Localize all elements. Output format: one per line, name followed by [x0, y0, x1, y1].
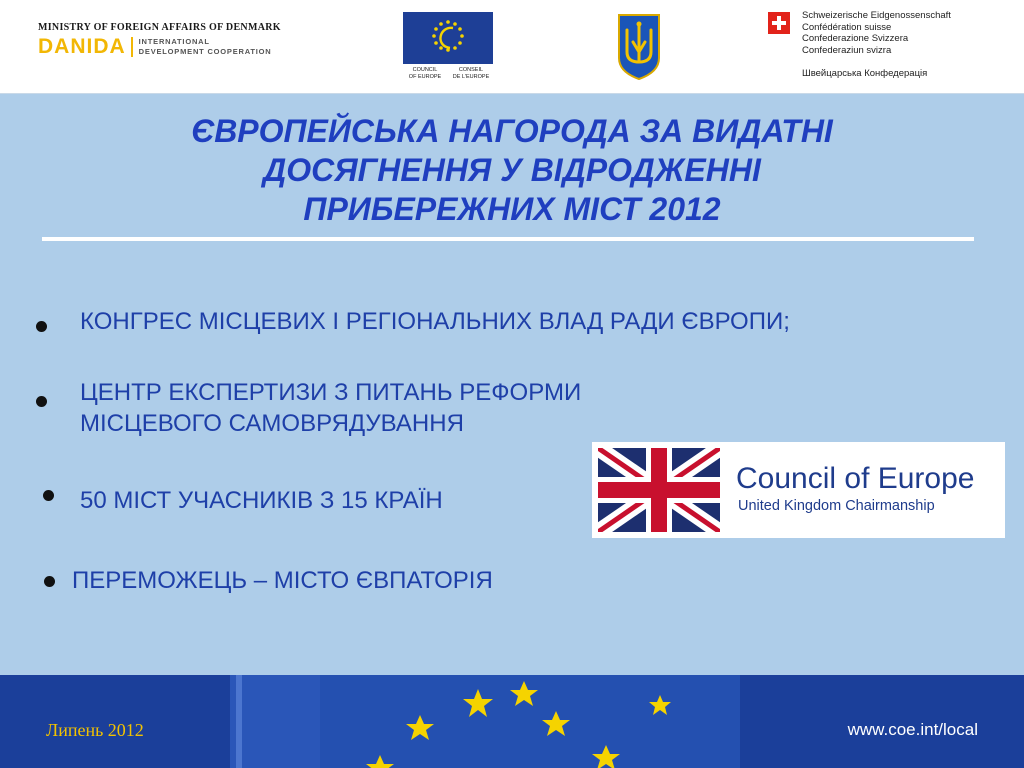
bullet-text: КОНГРЕС МІСЦЕВИХ І РЕГІОНАЛЬНИХ ВЛАД РАДИ ЄВРОПИ;: [80, 308, 790, 335]
swiss-line-rm: Confederaziun svizra: [802, 44, 892, 56]
bullet-item: [72, 565, 493, 596]
bullet-dot-icon: [36, 321, 47, 332]
danida-ministry-text: MINISTRY OF FOREIGN AFFAIRS OF DENMARK: [38, 22, 281, 33]
swiss-line-it: Confederazione Svizzera: [802, 33, 909, 44]
bullet-text: 50 МІСТ УЧАСНИКІВ З 15 КРАЇН: [80, 487, 443, 514]
danida-logo: [38, 22, 281, 58]
bullet-dot-icon: [44, 576, 55, 587]
swiss-flag-icon: [768, 12, 790, 34]
bullet-item: [80, 485, 443, 516]
uk-banner-subtitle: United Kingdom Chairmanship: [738, 498, 935, 514]
swiss-line-uk: Швейцарська Конфедерація: [802, 68, 928, 79]
coe-caption-en: COUNCIL OF EUROPE: [408, 67, 442, 80]
uk-chairmanship-banner: [592, 442, 1005, 538]
danida-brand-text: DANIDA: [38, 35, 126, 58]
bullet-text: ПЕРЕМОЖЕЦЬ – МІСТО ЄВПАТОРІЯ: [72, 567, 493, 594]
bullet-dot-icon: [36, 396, 47, 407]
coe-flag-icon: [403, 12, 493, 64]
bullet-text: МІСЦЕВОГО САМОВРЯДУВАННЯ: [80, 410, 464, 437]
title-divider: [42, 237, 974, 241]
bullet-dot-icon: [43, 490, 54, 501]
danida-tagline: INTERNATIONAL DEVELOPMENT COOPERATION: [138, 37, 272, 56]
council-of-europe-logo: [403, 12, 493, 82]
bullet-item: [80, 306, 790, 337]
footer-url-link[interactable]: www.coe.int/local: [847, 720, 978, 739]
bullet-text: ЦЕНТР ЕКСПЕРТИЗИ З ПИТАНЬ РЕФОРМИ: [80, 379, 582, 406]
logo-header: [0, 0, 1024, 94]
slide-title: [60, 112, 964, 229]
uk-banner-title: Council of Europe: [736, 462, 975, 495]
footer-date: Липень 2012: [46, 720, 144, 740]
coe-caption-fr: CONSEIL DE L'EUROPE: [452, 67, 490, 80]
title-line: ДОСЯГНЕННЯ У ВІДРОДЖЕННІ: [263, 152, 761, 188]
union-jack-flag-icon: [598, 448, 720, 532]
title-line: ПРИБЕРЕЖНИХ МІСТ 2012: [303, 191, 721, 227]
footer-bar: [0, 675, 1024, 768]
danida-separator: [131, 37, 133, 57]
swiss-line-de: Schweizerische Eidgenossenschaft: [802, 10, 951, 21]
bullet-item: [80, 377, 581, 439]
title-line: ЄВРОПЕЙСЬКА НАГОРОДА ЗА ВИДАТНІ: [191, 113, 833, 149]
swiss-line-fr: Confédération suisse: [802, 21, 892, 33]
trident-coat-of-arms-icon: [613, 12, 665, 82]
